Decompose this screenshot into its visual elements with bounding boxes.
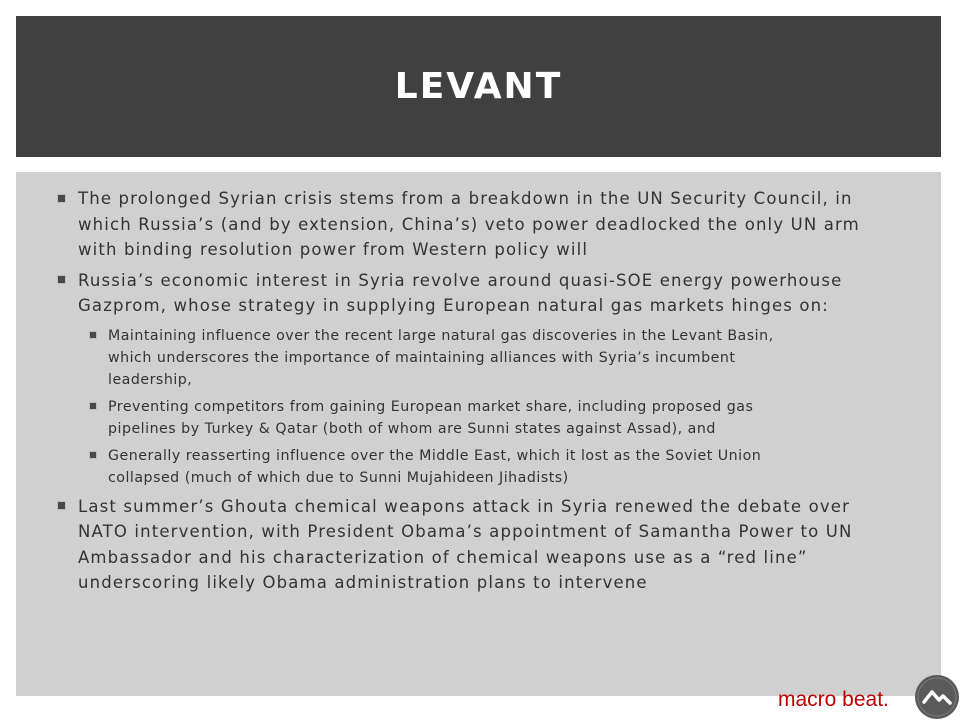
square-bullet-icon: [56, 275, 66, 285]
content-panel: [16, 172, 941, 696]
sub-bullet-item: [16, 325, 881, 391]
sub-bullet-list: [78, 325, 881, 489]
square-bullet-icon: [56, 501, 66, 511]
sub-bullet-item: [16, 445, 881, 489]
square-bullet-icon: [88, 451, 97, 460]
brand-text: macro beat.: [778, 688, 889, 711]
bullet-item: [16, 494, 941, 596]
bullet-list: [16, 186, 941, 601]
slide-title: LEVANT: [394, 66, 563, 107]
sub-bullet-text: Generally reasserting influence over the Middle East, which it lost as the Soviet Union collapsed (much of which due to Sunni Mujahideen Jihadists): [108, 447, 762, 486]
bullet-text: The prolonged Syrian crisis stems from a breakdown in the UN Security Council, in which Russia’s (and by extension, China’s) veto power deadlocked the only UN arm with binding resolution power from Western policy will: [78, 189, 860, 259]
bullet-text: Russia’s economic interest in Syria revolve around quasi-SOE energy powerhouse Gazprom, whose strategy in supplying European natural gas markets hinges on:: [78, 270, 843, 315]
sub-bullet-text: Maintaining influence over the recent large natural gas discoveries in the Levant Basin, which underscores the importance of maintaining alliances with Syria’s incumbent leadership,: [108, 327, 774, 388]
sub-bullet-text: Preventing competitors from gaining European market share, including proposed gas pipelines by Turkey & Qatar (both of whom are Sunni states against Assad), and: [108, 398, 754, 437]
square-bullet-icon: [88, 402, 97, 411]
mountain-logo-icon: [914, 674, 960, 720]
square-bullet-icon: [88, 331, 97, 340]
square-bullet-icon: [56, 193, 66, 203]
slide-title-bar: [16, 16, 941, 157]
bullet-item: [16, 186, 941, 263]
sub-bullet-item: [16, 396, 881, 440]
bullet-text: Last summer’s Ghouta chemical weapons attack in Syria renewed the debate over NATO intervention, with President Obama’s appointment of Samantha Power to UN Ambassador and his characterization of chemical weapons use as a “red line” underscoring likely Obama administration plans to intervene: [78, 496, 853, 592]
bullet-item: [16, 268, 941, 489]
